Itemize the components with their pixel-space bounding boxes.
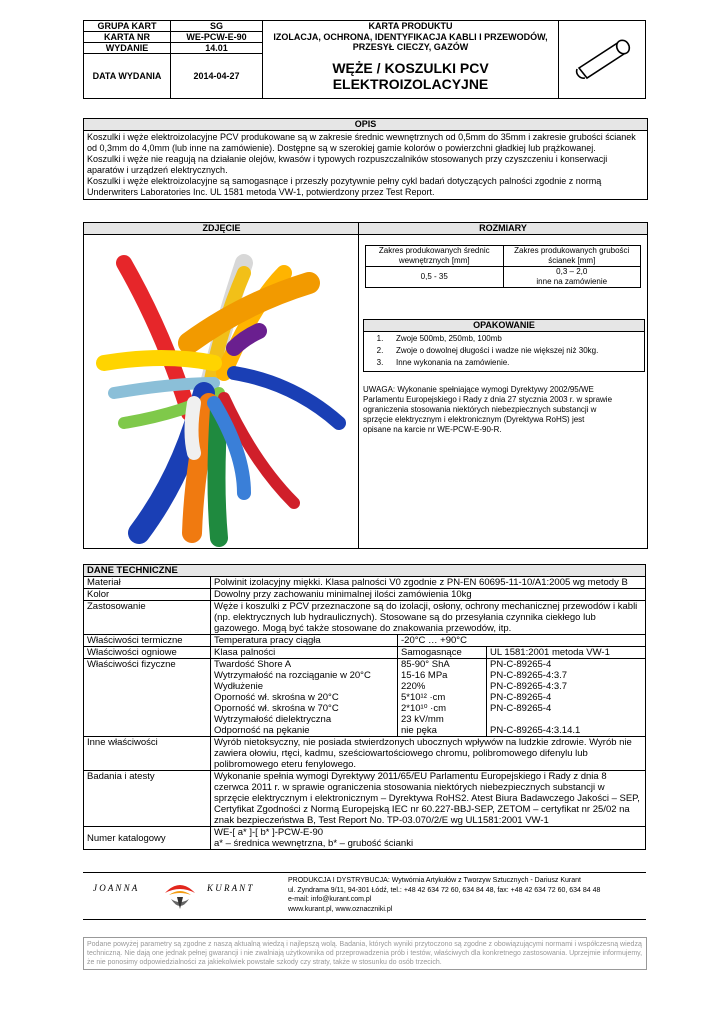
fiz-norm: PN-C-89265-4:3.7 (490, 670, 568, 681)
tech-title: DANE TECHNICZNE (84, 565, 646, 577)
disclaimer: Podane powyżej parametry są zgodne z naszą aktualną wiedzą i najlepszą wolą. Badania, których wyniki przytoczono są zgodne z obowiązującymi normami i współczesną wiedzą techniczną. Nie dają one jednak pełnej gwarancji i nie zwalniają użytkownika od przeprowadzenia prób i testów, właściwych dla konkretnego zastosowania. Uprzejmie informujemy, że nie ponosimy odpowiedzialności za jakiekolwiek powstałe szkody czy straty, także w stosunku do osób trzecich. (83, 937, 647, 970)
product-title: WĘŻE / KOSZULKI PCV ELEKTROIZOLACYJNE (263, 54, 559, 99)
ogniowe-mid: Samogasnące (398, 647, 487, 659)
opis-title: OPIS (84, 119, 647, 131)
rozmiary-col2-value (503, 267, 641, 288)
opakowanie-item-num: 1. (376, 334, 384, 343)
fiz-value: 2*10¹⁰ ·cm (401, 703, 446, 714)
material-label: Materiał (84, 577, 211, 589)
ogniowe-norm: UL 1581:2001 metoda VW-1 (487, 647, 646, 659)
fiz-prop: Wytrzymałość dielektryczna (214, 714, 332, 725)
grupa-label: GRUPA KART (84, 21, 171, 32)
kolor-value: Dowolny przy zachowaniu minimalnej ilości zamówienia 10kg (211, 589, 646, 601)
opis-section (83, 118, 648, 200)
numer-label: Numer katalogowy (84, 827, 211, 850)
karta-nr-value: WE-PCW-E-90 (171, 32, 263, 43)
footer-line: e-mail: info@kurant.com.pl (288, 896, 372, 903)
data-value: 2014-04-27 (171, 54, 263, 99)
rozmiary-col1-header: Zakres produkowanych średnic wewnętrznych [mm] (366, 246, 504, 267)
opakowanie-title: OPAKOWANIE (364, 320, 644, 332)
footer-line: ul. Zyndrama 9/11, 94-301 Łódź, tel.: +48 42 634 72 60, 634 84 48, fax: +48 42 634 72 60, 634 84 48 (288, 886, 601, 894)
opis-p3: Koszulki i węże elektroizolacyjne są samogasnące i przeszły pozytywnie pełny cykl badań dotyczących palności zgodnie z normą Underwriters Laboratories Inc. UL 1581 metoda VW-1, potwierdzony przez Test Report. (87, 176, 602, 197)
wydanie-label: WYDANIE (84, 43, 171, 54)
termiczne-value: Temperatura pracy ciągła (211, 635, 398, 647)
karta-produktu: KARTA PRODUKTU (263, 21, 559, 32)
logo-left: J O A N N A (93, 883, 138, 893)
product-icon-cell (559, 21, 646, 99)
fizyczne-props (211, 659, 398, 737)
fiz-norm: PN-C-89265-4:3.7 (490, 681, 568, 692)
badania-value: Wykonanie spełnia wymogi Dyrektywy 2011/65/EU Parlamentu Europejskiego i Rady z dnia 8 czerwca 2011 r. w sprawie ograniczenia stosowania niektórych niebezpiecznych substancji w sprzęcie elektrycznym i elektronicznym – Dyrektywa RoHS2. Atest Biura Badawczego Jakości – SEP, Certyfikat Zgodności z Normą Europejską IEC nr 60.227-BBJ-SEP, ZETOM – certyfikat nr 25/02 na znak bezpieczeństwa B, Test Report No. TP-03.070/2/E wg UL1581:2001 VW-1 (211, 771, 646, 827)
opakowanie-list (364, 332, 644, 371)
ogniowe-value: Klasa palności (211, 647, 398, 659)
rozmiary-col1-value: 0,5 - 35 (366, 267, 504, 288)
opakowanie-item (364, 357, 644, 369)
opakowanie-item-num: 3. (376, 358, 384, 367)
fiz-norm-empty (490, 714, 642, 725)
fiz-prop: Odporność na pękanie (214, 725, 310, 736)
kolor-label: Kolor (84, 589, 211, 601)
fiz-value: 5*10¹² ·cm (401, 692, 446, 703)
fiz-value: 220% (401, 681, 426, 692)
rozmiary-table (365, 245, 641, 288)
rozmiary-col2-header: Zakres produkowanych grubości ścianek [mm] (503, 246, 641, 267)
data-label: DATA WYDANIA (84, 54, 171, 99)
fiz-norm: PN-C-89265-4 (490, 692, 552, 703)
header-table (83, 20, 646, 99)
opis-text (84, 131, 647, 199)
company-logo-icon (163, 879, 197, 913)
footer-line: www.kurant.pl, www.oznaczniki.pl (288, 905, 393, 913)
material-value: Polwinit izolacyjny miękki. Klasa palności V0 zgodnie z PN-EN 60695-11-10/A1:2005 wg metody B (211, 577, 646, 589)
opakowanie-item-num: 2. (376, 346, 384, 355)
karta-nr-label: KARTA NR (84, 32, 171, 43)
tech-table (83, 564, 646, 850)
termiczne-range: -20°C … +90°C (398, 635, 646, 647)
tube-icon (567, 34, 637, 84)
rozmiary-section (358, 222, 648, 549)
fiz-prop: Wytrzymałość na rozciąganie w 20°C (214, 670, 371, 681)
fiz-prop: Twardość Shore A (214, 659, 292, 670)
zastosowanie-label: Zastosowanie (84, 601, 211, 635)
fiz-norm: PN-C-89265-4:3.14.1 (490, 725, 581, 736)
opakowanie-item-text: Zwoje 500mb, 250mb, 100mb (396, 334, 502, 343)
fiz-prop: Wydłużenie (214, 681, 264, 692)
opakowanie-item (364, 333, 644, 345)
fizyczne-values (398, 659, 487, 737)
fiz-norm: PN-C-89265-4 (490, 659, 552, 670)
opakowanie-item (364, 345, 644, 357)
footer-line: PRODUKCJA I DYSTRYBUCJA: Wytwórnia Artykułów z Tworzyw Sztucznych - Dariusz Kurant (288, 877, 581, 884)
fiz-value: 23 kV/mm (401, 714, 444, 725)
logo-right: K U R A N T (207, 883, 253, 893)
rozmiary-col2-value-2: inne na zamówienie (536, 277, 608, 286)
category: IZOLACJA, OCHRONA, IDENTYFIKACJA KABLI I PRZEWODÓW, PRZESYŁ CIECZY, GAZÓW (263, 32, 559, 54)
opis-p2: Koszulki i węże nie reagują na działanie olejów, kwasów i typowych rozpuszczalników stosowanych przy czyszczeniu i konserwacji aparatów i urządzeń elektrycznych. (87, 154, 608, 175)
fiz-prop: Oporność wł. skrośna w 70°C (214, 703, 339, 714)
fiz-prop: Oporność wł. skrośna w 20°C (214, 692, 339, 703)
termiczne-label: Właściwości termiczne (84, 635, 211, 647)
fiz-value: 85-90° ShA (401, 659, 450, 670)
fizyczne-norms (487, 659, 646, 737)
zdjecie-section (83, 222, 359, 549)
uwaga-note: UWAGA: Wykonanie spełniające wymogi Dyrektywy 2002/95/WE Parlamentu Europejskiego i Rady z dnia 27 stycznia 2003 r. w sprawie ograniczenia stosowania niektórych niebezpiecznych substancji w sprzęcie elektrycznym i elektronicznym (Dyrektywa RoHS) jest opisane na karcie nr WE-PCW-E-90-R. (363, 385, 613, 434)
zastosowanie-value: Węże i koszulki z PCV przeznaczone są do izolacji, osłony, ochrony mechanicznej przewodów i kabli (np. elektrycznych lub hydraulicznych). Stosowane są do przesyłania czynnika ciekłego lub gazowego. Mogą być także stosowane do znakowania przewodów, itp. (211, 601, 646, 635)
opis-p1: Koszulki i węże elektroizolacyjne PCV produkowane są w zakresie średnic wewnętrznych od 0,5mm do 35mm i zakresie grubości ścianek od 0,3mm do 4,0mm (lub inne na zamówienie). Dostępne są w szerokiej gamie kolorów o powierzchni gładkiej lub prążkowanej. (87, 132, 636, 153)
footer-contact (288, 876, 600, 914)
inne-label: Inne właściwości (84, 737, 211, 771)
zdjecie-title: ZDJĘCIE (84, 223, 359, 235)
footer (83, 872, 646, 920)
numer-line2: a* – średnica wewnętrzna, b* – grubość ścianki (214, 838, 414, 849)
opakowanie-item-text: Inne wykonania na zamówienie. (396, 358, 510, 367)
rozmiary-col2-value-1: 0,3 – 2,0 (556, 267, 588, 276)
opakowanie-section (363, 319, 645, 372)
ogniowe-label: Właściwości ogniowe (84, 647, 211, 659)
fizyczne-label: Właściwości fizyczne (84, 659, 211, 737)
tubes-photo (94, 243, 349, 548)
rozmiary-title: ROZMIARY (359, 223, 647, 235)
grupa-value: SG (171, 21, 263, 32)
numer-line1: WE-[ a* ]-[ b* ]-PCW-E-90 (214, 827, 324, 838)
fiz-value: 15-16 MPa (401, 670, 448, 681)
opakowanie-item-text: Zwoje o dowolnej długości i wadze nie większej niż 30kg. (396, 346, 599, 355)
fiz-value: nie pęka (401, 725, 437, 736)
fiz-norm: PN-C-89265-4 (490, 703, 552, 714)
inne-value: Wyrób nietoksyczny, nie posiada stwierdzonych ubocznych wpływów na ludzkie zdrowie. Wyrób nie zawiera ołowiu, rtęci, kadmu, sześciowartościowego chromu, polibromowego difenylu lub polibromowego eteru fenylowego. (211, 737, 646, 771)
wydanie-value: 14.01 (171, 43, 263, 54)
numer-value (211, 827, 646, 850)
badania-label: Badania i atesty (84, 771, 211, 827)
